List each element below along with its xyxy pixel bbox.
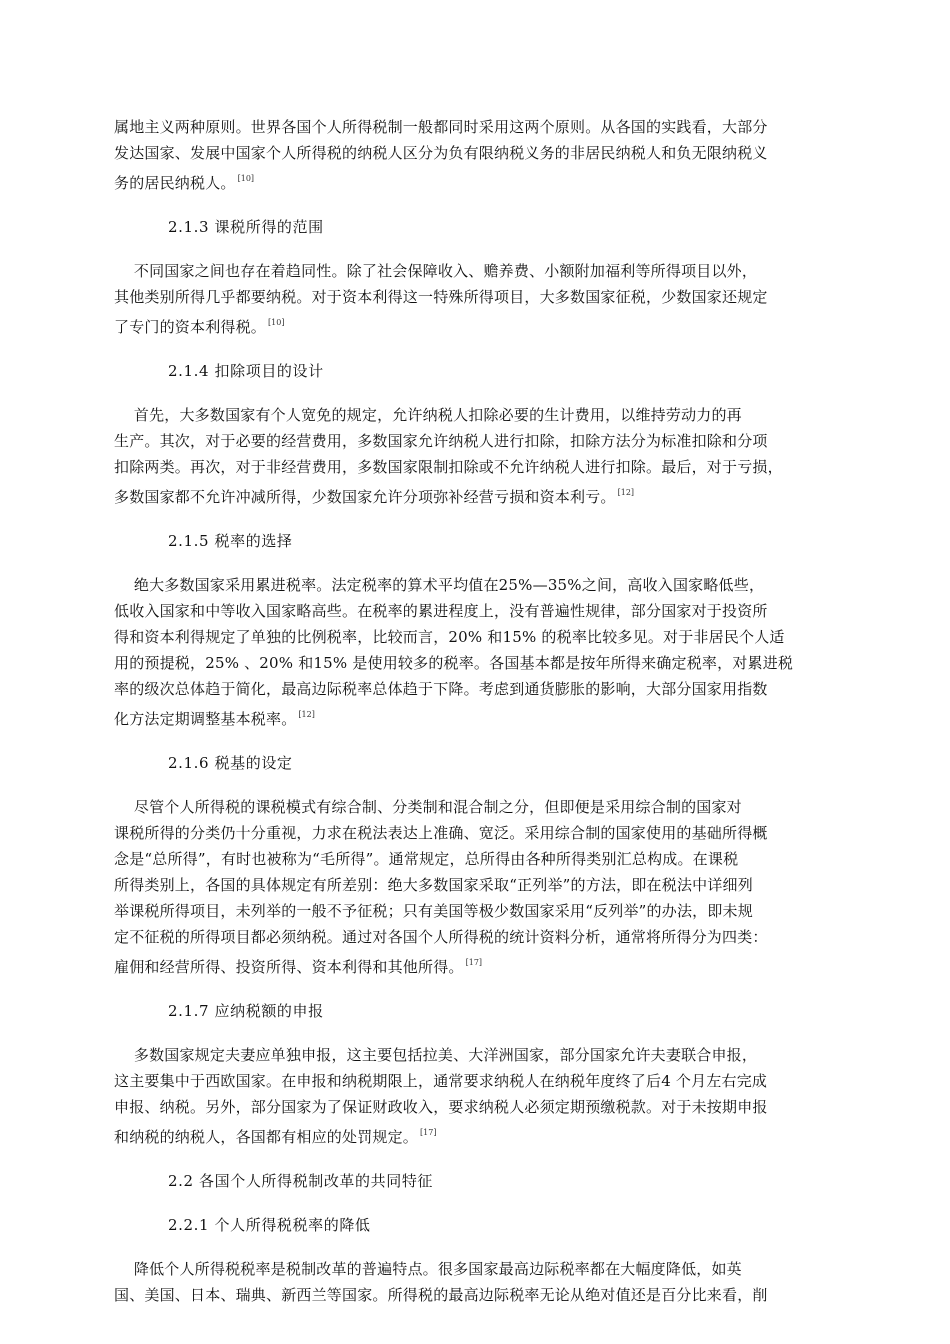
section-heading-2-1-5: 2.1.5 税率的选择 [168, 532, 293, 550]
text-line-content: 多数国家都不允许冲减所得，少数国家允许分项弥补经营亏损和资本利亏。 [114, 488, 616, 506]
text-line: 所得类别上，各国的具体规定有所差别：绝大多数国家采取“正列举”的方法，即在税法中详细列 [114, 876, 753, 894]
text-line: 这主要集中于西欧国家。在申报和纳税期限上，通常要求纳税人在纳税年度终了后4 个月左右完成 [114, 1072, 768, 1090]
section-heading-2-2: 2.2 各国个人所得税制改革的共同特征 [168, 1172, 434, 1190]
text-line: 扣除两类。再次，对于非经营费用，多数国家限制扣除或不允许纳税人进行扣除。最后，对于亏损， [114, 458, 783, 476]
text-line-content: 了专门的资本利得税。 [114, 318, 267, 336]
paragraph-residence-principle [114, 114, 842, 196]
text-line [114, 1120, 842, 1150]
citation-marker: [10] [237, 174, 255, 183]
document-page [114, 114, 842, 1308]
text-line: 申报、纳税。另外，部分国家为了保证财政收入，要求纳税人必须定期预缴税款。对于未按期申报 [114, 1098, 768, 1116]
section-heading-2-1-6: 2.1.6 税基的设定 [168, 754, 293, 772]
paragraph-tax-filing [114, 1042, 842, 1150]
text-line: 发达国家、发展中国家个人所得税的纳税人区分为负有限纳税义务的非居民纳税人和负无限纳税义 [114, 144, 768, 162]
text-line: 降低个人所得税税率是税制改革的普遍特点。很多国家最高边际税率都在大幅度降低，如英 [114, 1260, 742, 1278]
text-line: 率的级次总体趋于简化，最高边际税率总体趋于下降。考虑到通货膨胀的影响，大部分国家用指数 [114, 680, 768, 698]
text-line [114, 310, 842, 340]
section-heading-2-1-4: 2.1.4 扣除项目的设计 [168, 362, 324, 380]
paragraph-rate-reduction [114, 1256, 842, 1308]
text-line: 不同国家之间也存在着趋同性。除了社会保障收入、赡养费、小额附加福利等所得项目以外， [114, 262, 758, 280]
citation-marker: [12] [617, 488, 635, 497]
text-line: 低收入国家和中等收入国家略高些。在税率的累进程度上，没有普遍性规律，部分国家对于投资所 [114, 602, 768, 620]
paragraph-tax-rates [114, 572, 842, 732]
text-line [114, 480, 842, 510]
text-line: 课税所得的分类仍十分重视，力求在税法表达上准确、宽泛。采用综合制的国家使用的基础所得概 [114, 824, 768, 842]
section-heading-2-1-3: 2.1.3 课税所得的范围 [168, 218, 324, 236]
citation-marker: [12] [298, 710, 315, 719]
text-line: 属地主义两种原则。世界各国个人所得税制一般都同时采用这两个原则。从各国的实践看，大部分 [114, 118, 768, 136]
section-heading-2-1-7: 2.1.7 应纳税额的申报 [168, 1002, 324, 1020]
text-line [114, 702, 842, 732]
text-line [114, 166, 842, 196]
text-line: 首先，大多数国家有个人宽免的规定，允许纳税人扣除必要的生计费用，以维持劳动力的再 [114, 406, 742, 424]
section-heading-2-2-1: 2.2.1 个人所得税税率的降低 [168, 1216, 371, 1234]
text-line: 其他类别所得几乎都要纳税。对于资本利得这一特殊所得项目，大多数国家征税，少数国家还规定 [114, 288, 768, 306]
text-line: 念是“总所得”，有时也被称为“毛所得”。通常规定，总所得由各种所得类别汇总构成。在课税 [114, 850, 739, 868]
text-line: 尽管个人所得税的课税模式有综合制、分类制和混合制之分，但即便是采用综合制的国家对 [114, 798, 742, 816]
text-line: 得和资本利得规定了单独的比例税率，比较而言，20% 和15% 的税率比较多见。对于非居民个人适 [114, 628, 785, 646]
text-line [114, 950, 842, 980]
text-line-content: 务的居民纳税人。 [114, 174, 236, 192]
citation-marker: [10] [268, 318, 285, 327]
paragraph-deductions [114, 402, 842, 510]
text-line-content: 和纳税的纳税人，各国都有相应的处罚规定。 [114, 1128, 419, 1146]
paragraph-taxable-income-scope [114, 258, 842, 340]
text-line: 多数国家规定夫妻应单独申报，这主要包括拉美、大洋洲国家，部分国家允许夫妻联合申报， [114, 1046, 758, 1064]
text-line: 国、美国、日本、瑞典、新西兰等国家。所得税的最高边际税率无论从绝对值还是百分比来看，削 [114, 1286, 768, 1304]
paragraph-tax-base [114, 794, 842, 980]
text-line-content: 化方法定期调整基本税率。 [114, 710, 297, 728]
text-line: 用的预提税，25% 、20% 和15% 是使用较多的税率。各国基本都是按年所得来确定税率，对累进税 [114, 654, 794, 672]
text-line: 绝大多数国家采用累进税率。法定税率的算术平均值在25%—35%之间，高收入国家略低些， [114, 576, 765, 594]
text-line: 定不征税的所得项目都必须纳税。通过对各国个人所得税的统计资料分析，通常将所得分为四类： [114, 928, 768, 946]
text-line: 生产。其次，对于必要的经营费用，多数国家允许纳税人进行扣除，扣除方法分为标准扣除和分项 [114, 432, 768, 450]
text-line-content: 雇佣和经营所得、投资所得、资本利得和其他所得。 [114, 958, 464, 976]
citation-marker: [17] [420, 1128, 437, 1137]
text-line: 举课税所得项目，未列举的一般不予征税；只有美国等极少数国家采用“反列举”的办法，即未规 [114, 902, 753, 920]
citation-marker: [17] [465, 958, 483, 967]
